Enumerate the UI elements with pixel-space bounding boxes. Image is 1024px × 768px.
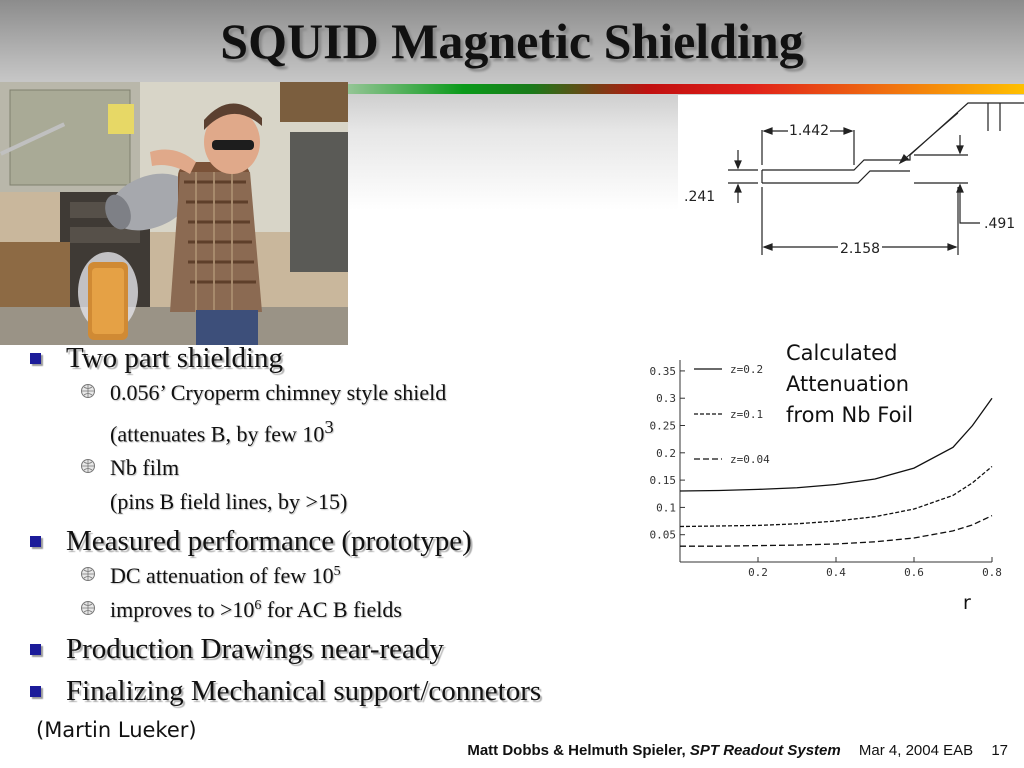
- x-tick-label: 0.6: [904, 566, 924, 579]
- footer: [467, 742, 1008, 759]
- bullet-text: Two part shielding: [66, 342, 284, 374]
- globe-bullet-icon: [80, 383, 96, 399]
- square-bullet-icon: [30, 536, 41, 547]
- y-tick-label: 0.25: [649, 419, 676, 433]
- y-tick-label: 0.2: [656, 446, 676, 460]
- exponent: 5: [333, 564, 341, 580]
- sub-bullet-text: improves to >10: [110, 597, 255, 623]
- continuation-text: (pins B field lines, by >15): [110, 489, 348, 515]
- credit-text: (Martin Lueker): [36, 718, 197, 742]
- dim-bottom: 2.158: [839, 241, 881, 257]
- sub-bullet-item: [30, 376, 650, 410]
- footer-page-number: 17: [991, 742, 1008, 759]
- x-tick-label: 0.2: [748, 566, 768, 579]
- y-tick-label: 0.15: [649, 474, 676, 488]
- attenuation-chart: [636, 356, 1006, 586]
- bullet-item: [30, 631, 650, 667]
- sub-bullet-text: 0.056’ Cryoperm chimney style shield: [110, 380, 447, 405]
- footer-system: SPT Readout System: [689, 742, 841, 759]
- exponent: 3: [324, 417, 334, 437]
- bullet-text: Production Drawings near-ready: [66, 633, 444, 666]
- square-bullet-icon: [30, 353, 41, 364]
- square-bullet-icon: [30, 644, 41, 655]
- legend-label: z=0.1: [730, 408, 764, 421]
- y-tick-label: 0.1: [656, 501, 676, 515]
- y-tick-label: 0.3: [656, 392, 676, 406]
- sub-bullet-continuation: [30, 485, 650, 519]
- series-line: [680, 516, 992, 547]
- globe-bullet-icon: [80, 600, 96, 616]
- slide-title: SQUID Magnetic Shielding: [220, 13, 804, 69]
- sub-bullet-item: [30, 593, 650, 627]
- x-tick-label: 0.4: [826, 566, 846, 579]
- plot-caption-line: Calculated: [786, 341, 898, 365]
- x-axis-label: r: [963, 592, 971, 614]
- y-tick-label: 0.35: [649, 364, 676, 378]
- series-line: [680, 398, 992, 491]
- bullet-item: [30, 523, 650, 559]
- dim-top: 1.442: [788, 123, 830, 139]
- legend-label: z=0.2: [730, 363, 764, 376]
- globe-bullet-icon: [80, 458, 96, 474]
- lab-photo: [0, 82, 348, 345]
- title-gradient-rule: [340, 84, 1024, 94]
- production-drawing: [678, 95, 1024, 265]
- x-tick-label: 0.8: [982, 566, 1002, 579]
- bullet-item: [30, 673, 650, 709]
- sub-bullet-continuation: [30, 410, 650, 451]
- sub-bullet-text: Nb film: [110, 455, 180, 481]
- legend-label: z=0.04: [730, 453, 770, 466]
- exponent: 6: [254, 598, 262, 614]
- bullet-list: [30, 340, 650, 709]
- sub-bullet-item: [30, 451, 650, 485]
- plot-caption-line: Attenuation: [786, 372, 910, 396]
- square-bullet-icon: [30, 686, 41, 697]
- bullet-text: Finalizing Mechanical support/connetors: [66, 675, 542, 708]
- dim-left: .241: [684, 189, 716, 205]
- sub-bullet-text: DC attenuation of few 10: [110, 563, 334, 589]
- footer-org: EAB: [943, 742, 974, 759]
- globe-bullet-icon: [80, 566, 96, 582]
- plot-caption-line: from Nb Foil: [786, 403, 914, 427]
- bullet-text: Measured performance (prototype): [66, 525, 472, 558]
- dim-right: .491: [984, 216, 1016, 232]
- y-tick-label: 0.05: [649, 528, 676, 542]
- continuation-text: (attenuates B, by few 10: [110, 421, 325, 447]
- footer-authors: Matt Dobbs & Helmuth Spieler,: [467, 742, 686, 759]
- footer-date: Mar 4, 2004: [858, 742, 939, 759]
- series-line: [680, 466, 992, 526]
- bullet-item: [30, 340, 650, 376]
- sub-bullet-item: [30, 559, 650, 593]
- sub-bullet-text-after: for AC B fields: [261, 597, 402, 623]
